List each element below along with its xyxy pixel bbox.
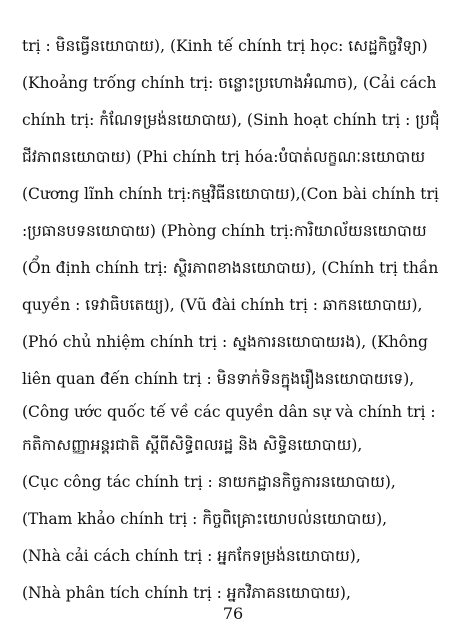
text-line: (Tham khảo chính trị : កិច្ចពិគ្រោះយោបល់នយោបាយ), (22, 510, 388, 528)
text-line: (Khoảng trống chính trị: ចន្លោះប្រហោងអំណាច), (Cải cách (22, 74, 437, 92)
text-line: quyền : ទេវាធិបតេយ្យ), (Vũ đài chính trị : ឆាកនយោបាយ), (22, 296, 423, 314)
page-number: 76 (222, 604, 244, 623)
text-line: (Công ước quốc tế về các quyền dân sự và chính trị : (22, 403, 436, 421)
text-line: កតិកាសញ្ញាអន្តរជាតិ ស្តីពីសិទ្ធិពលរដ្ឋ និង សិទ្ធិនយោបាយ), (22, 436, 363, 454)
text-line: (Cục công tác chính trị : នាយកដ្ឋានកិច្ចការនយោបាយ), (22, 473, 396, 491)
text-line: trị : មិនធ្វើនយោបាយ), (Kinh tế chính trị học: សេដ្ឋកិច្ចវិទ្យា) (22, 37, 428, 55)
text-line: (Ổn định chính trị: ស្ថិរភាពខាងនយោបាយ), (Chính trị thần (22, 259, 439, 277)
text-line: (Cương lĩnh chính trị:កម្មវិធីនយោបាយ),(Con bài chính trị (22, 185, 439, 203)
text-line: (Phó chủ nhiệm chính trị : ស្នងការនយោបាយរង), (Không (22, 333, 428, 351)
text-line: :ប្រធានបទនយោបាយ) (Phòng chính trị:ការិយាល័យនយោបាយ (22, 222, 427, 240)
text-line: liên quan đến chính trị : មិនទាក់ទិនក្នុងរឿងនយោបាយទេ), (22, 370, 415, 388)
text-line: chính trị: កំណែទម្រង់នយោបាយ), (Sinh hoạt chính trị : ប្រជុំ (22, 111, 440, 129)
text-line: ជីវភាពនយោបាយ) (Phi chính trị hóa:បំបាត់លក្ខណៈនយោបាយ (22, 148, 426, 166)
text-line: (Nhà cải cách chính trị : អ្នកកែទម្រង់នយោបាយ), (22, 547, 361, 565)
page-text (22, 28, 450, 612)
text-line: (Nhà phân tích chính trị : អ្នកវិភាគនយោបាយ), (22, 584, 351, 602)
